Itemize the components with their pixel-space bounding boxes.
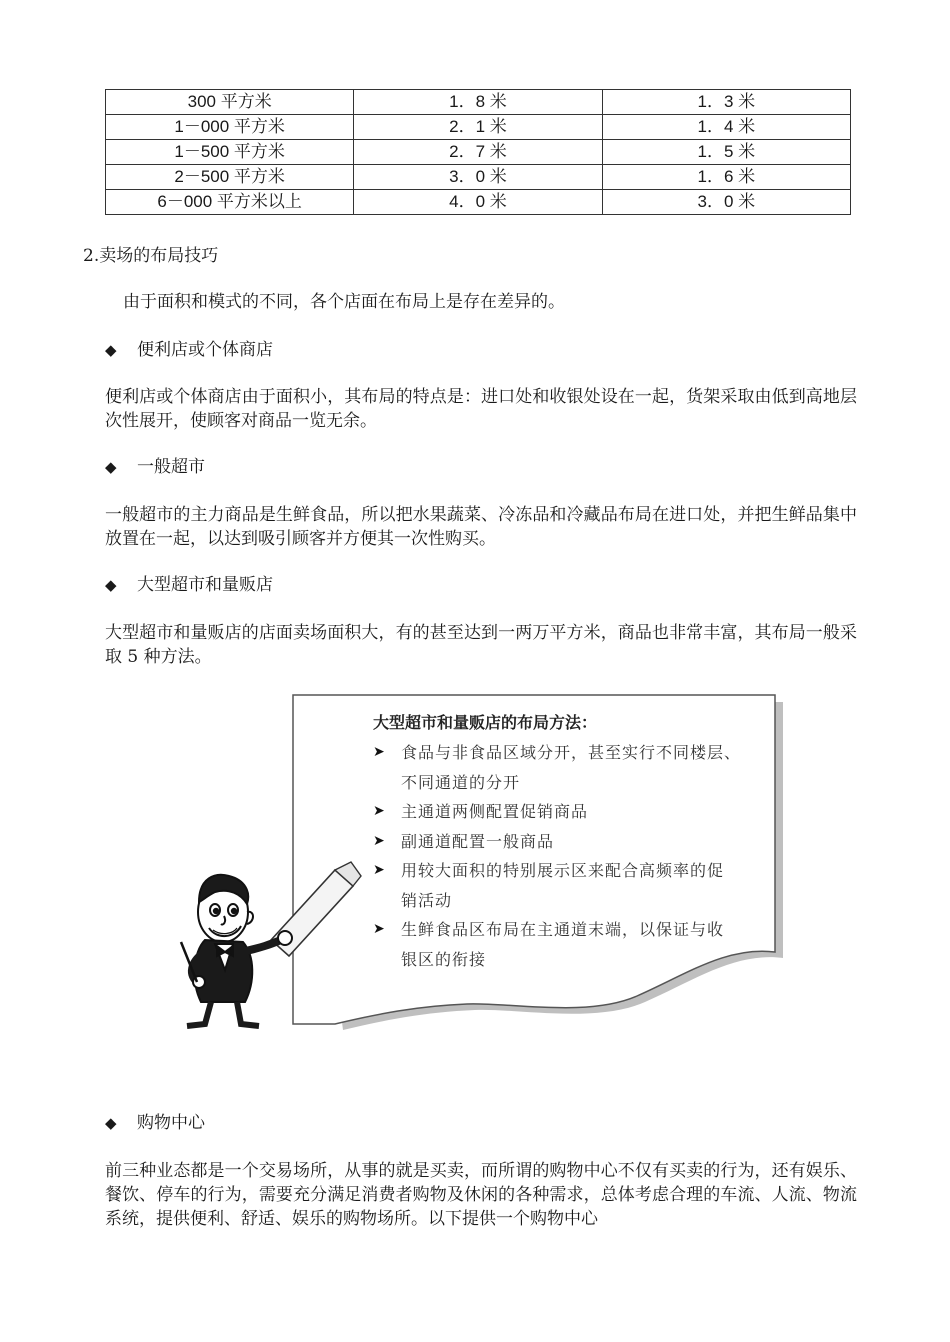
table-cell: 1．8 米 <box>354 90 602 115</box>
diamond-bullet-icon: ◆ <box>105 576 117 594</box>
bullet-title: 大型超市和量贩店 <box>137 575 273 595</box>
arrow-bullet-icon: ➤ <box>373 921 386 937</box>
table-cell: 4．0 米 <box>354 190 602 215</box>
table-row <box>106 190 851 215</box>
table-cell: 2．1 米 <box>354 115 602 140</box>
table-cell: 2．7 米 <box>354 140 602 165</box>
hypermarket-paragraph: 大型超市和量贩店的店面卖场面积大，有的甚至达到一两万平方米，商品也非常丰富，其布局一般采取 5 种方法。 <box>105 623 857 667</box>
arrow-bullet-icon: ➤ <box>373 862 386 878</box>
arrow-bullet-icon: ➤ <box>373 832 386 849</box>
list-item: ➤ 副通道配置一般商品 <box>373 827 763 857</box>
table-cell: 6－000 平方米以上 <box>106 190 354 215</box>
table-cell: 3．0 米 <box>602 190 850 215</box>
table-cell: 300 平方米 <box>106 90 354 115</box>
table-cell: 1－000 平方米 <box>106 115 354 140</box>
section-heading: 2.卖场的布局技巧 <box>83 246 219 266</box>
table-cell: 3．0 米 <box>354 165 602 190</box>
table-cell: 2－500 平方米 <box>106 165 354 190</box>
diamond-bullet-icon: ◆ <box>105 1114 117 1132</box>
general-supermarket-paragraph: 一般超市的主力商品是生鲜食品，所以把水果蔬菜、冷冻品和冷藏品布局在进口处，并把生鲜品集中放置在一起，以达到吸引顾客并方便其一次性购买。 <box>105 505 857 549</box>
list-item: ➤ 生鲜食品区布局在主通道末端，以保证与收 银区的衔接 <box>373 915 763 974</box>
bullet-hypermarket <box>105 573 273 597</box>
table-cell: 1－500 平方米 <box>106 140 354 165</box>
bullet-shopping-center <box>105 1111 205 1135</box>
table-cell: 1．6 米 <box>602 165 850 190</box>
table-cell: 1．4 米 <box>602 115 850 140</box>
diamond-bullet-icon: ◆ <box>105 458 117 476</box>
arrow-bullet-icon: ➤ <box>373 744 386 760</box>
arrow-bullet-icon: ➤ <box>373 803 386 819</box>
table-row <box>106 90 851 115</box>
callout-title: 大型超市和量贩店的布局方法： <box>373 713 598 732</box>
diamond-bullet-icon: ◆ <box>105 341 117 359</box>
spacing-table <box>105 89 851 215</box>
table-row <box>106 165 851 190</box>
cartoon-presenter-icon <box>181 875 292 1026</box>
callout-list <box>373 738 763 974</box>
bullet-title: 便利店或个体商店 <box>137 340 273 360</box>
bullet-convenience-store <box>105 338 273 362</box>
table-row <box>106 115 851 140</box>
table-cell: 1．5 米 <box>602 140 850 165</box>
layout-methods-figure <box>175 690 790 1035</box>
table-row <box>106 140 851 165</box>
list-item: ➤ 主通道两侧配置促销商品 <box>373 797 763 827</box>
bullet-general-supermarket <box>105 455 205 479</box>
intro-paragraph: 由于面积和模式的不同，各个店面在布局上是存在差异的。 <box>123 292 565 312</box>
list-item: ➤ 用较大面积的特别展示区来配合高频率的促 销活动 <box>373 856 763 915</box>
table-cell: 1．3 米 <box>602 90 850 115</box>
bullet-title: 一般超市 <box>137 457 205 477</box>
bullet-title: 购物中心 <box>137 1113 205 1133</box>
convenience-store-paragraph: 便利店或个体商店由于面积小，其布局的特点是：进口处和收银处设在一起，货架采取由低到高地层次性展开，使顾客对商品一览无余。 <box>105 387 857 431</box>
list-item: ➤ 食品与非食品区域分开，甚至实行不同楼层、 不同通道的分开 <box>373 738 763 797</box>
shopping-center-paragraph: 前三种业态都是一个交易场所，从事的就是买卖，而所谓的购物中心不仅有买卖的行为，还有娱乐、餐饮、停车的行为，需要充分满足消费者购物及休闲的各种需求，总体考虑合理的车流、人流、物流系统，提供便利、舒适、娱乐的购物场所。以下提供一个购物中心 <box>105 1161 857 1229</box>
